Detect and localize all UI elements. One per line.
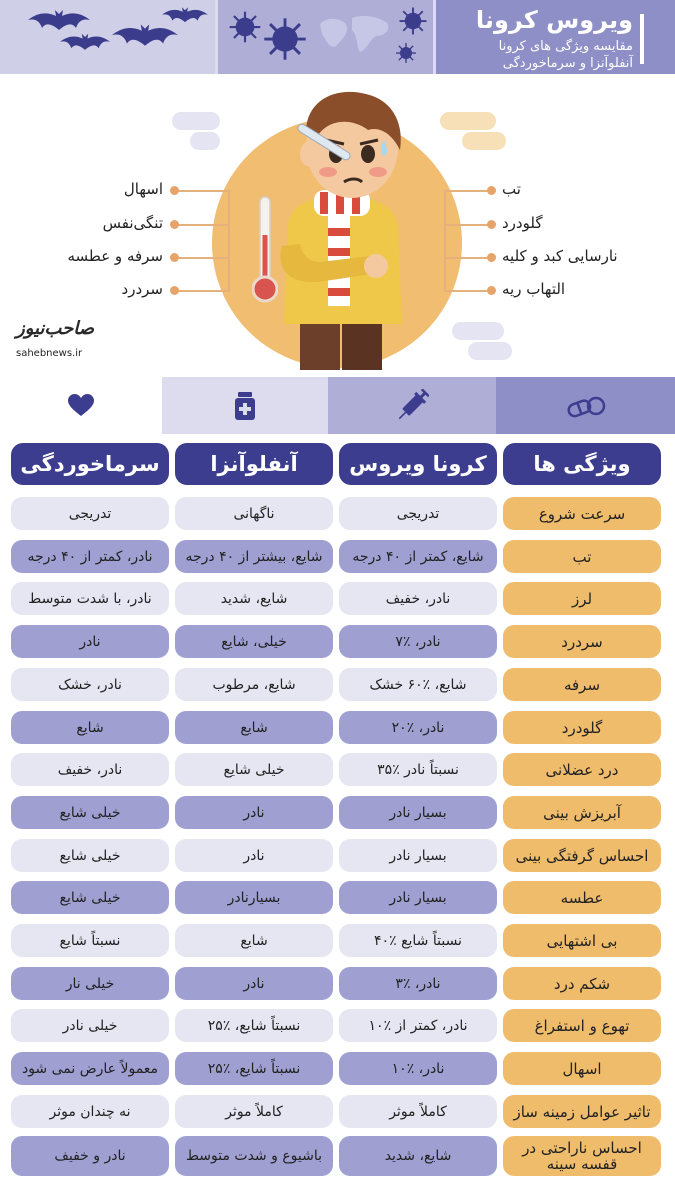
syringe-icon bbox=[395, 389, 429, 423]
bat-icon bbox=[28, 6, 90, 32]
feature-cell: لرز bbox=[503, 582, 661, 615]
cold-cell: نادر و خفیف bbox=[11, 1136, 169, 1176]
corona-cell: بسیار نادر bbox=[339, 881, 497, 914]
connector-line bbox=[444, 190, 492, 192]
flu-cell: نسبتاً شایع، ٪۲۵ bbox=[175, 1009, 333, 1042]
page-subtitle-line2: آنفلوآنزا و سرماخوردگی bbox=[502, 56, 633, 71]
flu-cell: شایع bbox=[175, 711, 333, 744]
corona-cell: شایع، کمتر از ۴۰ درجه bbox=[339, 540, 497, 573]
flu-cell: باشیوع و شدت متوسط bbox=[175, 1136, 333, 1176]
feature-cell: درد عضلانی bbox=[503, 753, 661, 786]
cold-cell: خیلی شایع bbox=[11, 796, 169, 829]
flu-cell: شایع، شدید bbox=[175, 582, 333, 615]
bat-icon bbox=[60, 30, 110, 52]
connector-line bbox=[444, 257, 492, 259]
cold-cell: خیلی نادر bbox=[11, 1009, 169, 1042]
symptom-left: سرفه و عطسه bbox=[67, 247, 163, 265]
pill-icon bbox=[566, 394, 606, 418]
bullet-dot bbox=[170, 253, 179, 262]
flu-cell: شایع، مرطوب bbox=[175, 668, 333, 701]
cold-cell: نادر، خشک bbox=[11, 668, 169, 701]
connector-line bbox=[444, 290, 492, 292]
corona-cell: نادر، ٪۳ bbox=[339, 967, 497, 1000]
bullet-dot bbox=[487, 186, 496, 195]
flu-cell: خیلی شایع bbox=[175, 753, 333, 786]
flu-cell: ناگهانی bbox=[175, 497, 333, 530]
bat-icon bbox=[112, 20, 178, 48]
corona-cell: نادر، کمتر از ٪۱۰ bbox=[339, 1009, 497, 1042]
connector-line bbox=[178, 224, 230, 226]
header-banner bbox=[0, 0, 675, 74]
feature-cell: بی اشتهایی bbox=[503, 924, 661, 957]
page-subtitle-line1: مقایسه ویژگی های کرونا bbox=[498, 39, 633, 54]
title-accent-bar bbox=[640, 14, 644, 64]
connector-line bbox=[444, 190, 446, 290]
icon-cell-medicine bbox=[162, 377, 328, 434]
virus-icon bbox=[262, 16, 308, 62]
corona-cell: نادر، خفیف bbox=[339, 582, 497, 615]
bullet-dot bbox=[170, 220, 179, 229]
header-corona: کرونا ویروس bbox=[339, 443, 497, 485]
cloud-decoration bbox=[440, 112, 496, 130]
header-features: ویژگی ها bbox=[503, 443, 661, 485]
icon-cell-heart bbox=[0, 377, 162, 434]
feature-cell: سردرد bbox=[503, 625, 661, 658]
flu-cell: خیلی، شایع bbox=[175, 625, 333, 658]
cloud-decoration bbox=[172, 112, 220, 130]
cold-cell: نادر، کمتر از ۴۰ درجه bbox=[11, 540, 169, 573]
cold-cell: شایع bbox=[11, 711, 169, 744]
sick-boy-illustration bbox=[268, 78, 428, 370]
connector-line bbox=[178, 190, 230, 192]
flu-cell: شایع، بیشتر از ۴۰ درجه bbox=[175, 540, 333, 573]
cold-cell: خیلی شایع bbox=[11, 881, 169, 914]
bat-icon bbox=[162, 4, 208, 24]
symptom-right: التهاب ریه bbox=[502, 280, 566, 298]
flu-cell: نادر bbox=[175, 967, 333, 1000]
cloud-decoration bbox=[462, 132, 506, 150]
brand-site: sahebnews.ir bbox=[16, 348, 83, 359]
cloud-decoration bbox=[468, 342, 512, 360]
cold-cell: نسبتاً شایع bbox=[11, 924, 169, 957]
heart-icon bbox=[68, 394, 94, 418]
connector-line bbox=[228, 190, 230, 290]
corona-cell: کاملاً موثر bbox=[339, 1095, 497, 1128]
header-cold: سرماخوردگی bbox=[11, 443, 169, 485]
corona-cell: شایع، ٪۶۰ خشک bbox=[339, 668, 497, 701]
corona-cell: شایع، شدید bbox=[339, 1136, 497, 1176]
flu-cell: نادر bbox=[175, 796, 333, 829]
bullet-dot bbox=[170, 186, 179, 195]
feature-cell: سرعت شروع bbox=[503, 497, 661, 530]
symptom-left: اسهال bbox=[123, 180, 163, 198]
icon-cell-pill bbox=[496, 377, 675, 434]
world-map-icon bbox=[316, 10, 396, 60]
corona-cell: نادر، ٪۱۰ bbox=[339, 1052, 497, 1085]
feature-cell: تب bbox=[503, 540, 661, 573]
cold-cell: تدریجی bbox=[11, 497, 169, 530]
page-title: ویروس کرونا bbox=[475, 6, 633, 34]
symptom-right: تب bbox=[502, 180, 521, 198]
cold-cell: خیلی نار bbox=[11, 967, 169, 1000]
symptom-left: سردرد bbox=[121, 280, 163, 298]
symptom-right: گلودرد bbox=[502, 214, 543, 232]
feature-cell: احساس گرفتگی بینی bbox=[503, 839, 661, 872]
cold-cell: نه چندان موثر bbox=[11, 1095, 169, 1128]
feature-cell: گلودرد bbox=[503, 711, 661, 744]
bullet-dot bbox=[170, 286, 179, 295]
feature-cell: آبریزش بینی bbox=[503, 796, 661, 829]
virus-icon bbox=[228, 10, 262, 44]
feature-cell: اسهال bbox=[503, 1052, 661, 1085]
feature-cell: سرفه bbox=[503, 668, 661, 701]
flu-cell: بسیارنادر bbox=[175, 881, 333, 914]
corona-cell: نادر، ٪۷ bbox=[339, 625, 497, 658]
brand-logo: صاحب‌نیوز bbox=[16, 318, 95, 339]
medicine-bottle-icon bbox=[234, 392, 256, 420]
corona-cell: بسیار نادر bbox=[339, 839, 497, 872]
bullet-dot bbox=[487, 253, 496, 262]
feature-cell: عطسه bbox=[503, 881, 661, 914]
corona-cell: نسبتاً نادر ٪۳۵ bbox=[339, 753, 497, 786]
flu-cell: نسبتاً شایع، ٪۲۵ bbox=[175, 1052, 333, 1085]
cold-cell: نادر، خفیف bbox=[11, 753, 169, 786]
cold-cell: معمولاً عارض نمی شود bbox=[11, 1052, 169, 1085]
symptom-right: نارسایی کبد و کلیه bbox=[502, 247, 618, 265]
icon-cell-syringe bbox=[328, 377, 496, 434]
feature-cell: احساس ناراحتی در قفسه سینه bbox=[503, 1136, 661, 1176]
bullet-dot bbox=[487, 220, 496, 229]
cloud-decoration bbox=[190, 132, 220, 150]
corona-cell: تدریجی bbox=[339, 497, 497, 530]
thermometer-icon bbox=[252, 195, 278, 305]
corona-cell: نادر، ٪۲۰ bbox=[339, 711, 497, 744]
cold-cell: نادر، با شدت متوسط bbox=[11, 582, 169, 615]
connector-line bbox=[178, 290, 230, 292]
virus-icon bbox=[398, 6, 428, 36]
cloud-decoration bbox=[452, 322, 504, 340]
feature-cell: تاثیر عوامل زمینه ساز bbox=[503, 1095, 661, 1128]
flu-cell: نادر bbox=[175, 839, 333, 872]
corona-cell: نسبتاً شایع ٪۴۰ bbox=[339, 924, 497, 957]
flu-cell: کاملاً موثر bbox=[175, 1095, 333, 1128]
feature-cell: شکم درد bbox=[503, 967, 661, 1000]
connector-line bbox=[178, 257, 230, 259]
cold-cell: نادر bbox=[11, 625, 169, 658]
symptom-left: تنگی‌نفس bbox=[102, 214, 163, 232]
header-flu: آنفلوآنزا bbox=[175, 443, 333, 485]
cold-cell: خیلی شایع bbox=[11, 839, 169, 872]
flu-cell: شایع bbox=[175, 924, 333, 957]
corona-cell: بسیار نادر bbox=[339, 796, 497, 829]
bullet-dot bbox=[487, 286, 496, 295]
feature-cell: تهوع و استفراغ bbox=[503, 1009, 661, 1042]
connector-line bbox=[444, 224, 492, 226]
